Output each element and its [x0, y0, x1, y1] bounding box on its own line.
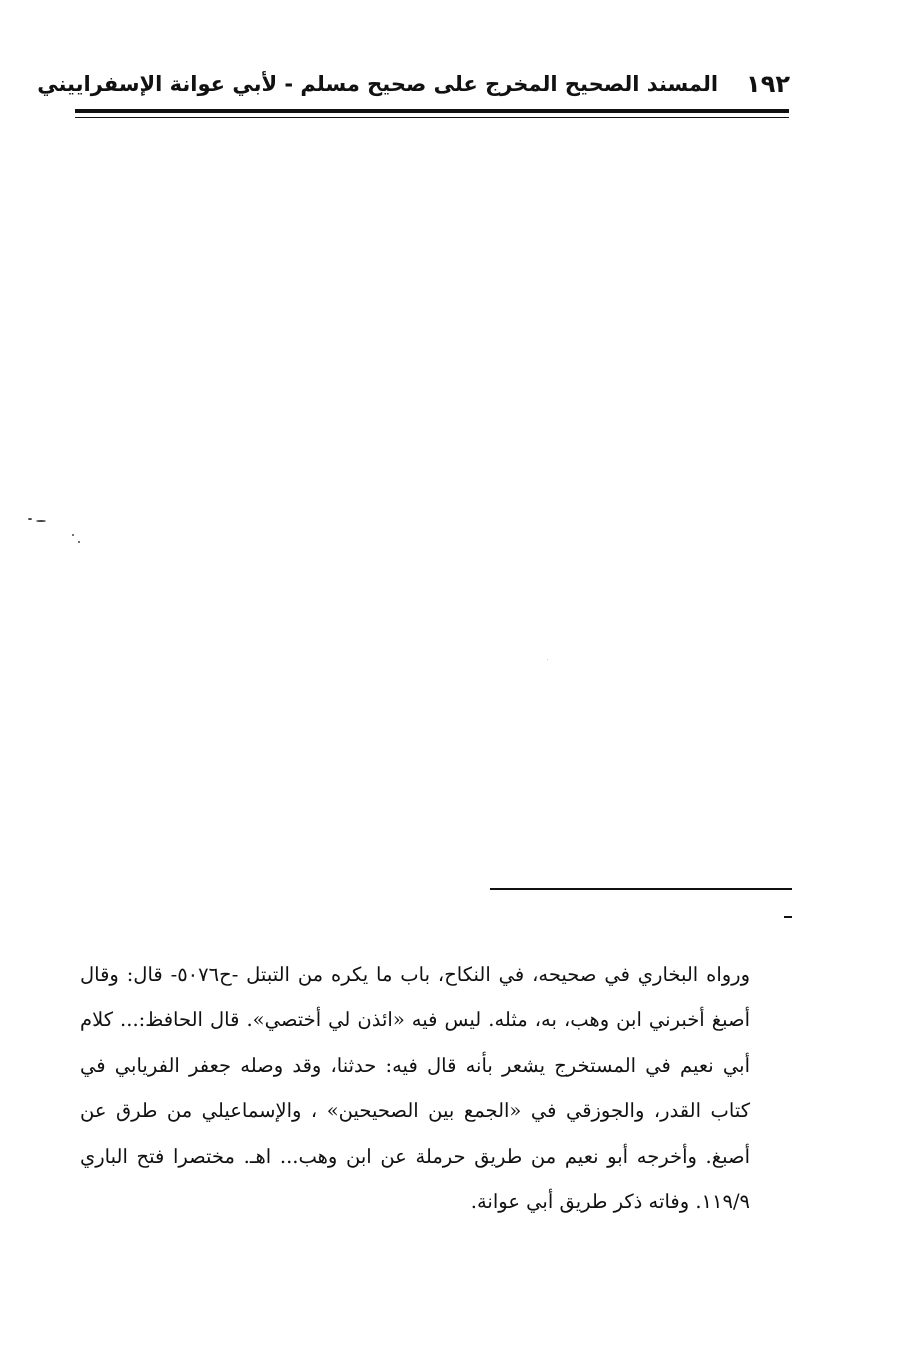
- footnote-text: ورواه البخاري في صحيحه، في النكاح، باب ما يكره من التبتل -ح٥٠٧٦- قال: وقال أصبغ أخبرني ابن وهب، به، مثله. ليس فيه «ائذن لي أختصي». قال الحافظ:... كلام أبي نعيم في المستخرج يشعر بأنه قال فيه: حدثنا، وقد وصله جعفر الفريابي في كتاب القدر، والجوزقي في «الجمع بين الصحيحين» ، والإسماعيلي من طرق عن أصبغ. وأخرجه أبو نعيم من طريق حرملة عن ابن وهب... اهـ. مختصرا فتح الباري ١١٩/٩. وفاته ذكر طريق أبي عوانة.: [80, 962, 750, 1213]
- scan-speck: [72, 534, 74, 536]
- scan-speck: [547, 659, 548, 660]
- page-number: ١٩٢: [746, 70, 790, 98]
- running-title: المسند الصحيح المخرج على صحيح مسلم - لأبي عوانة الإسفراييني: [37, 72, 719, 96]
- scan-speck: [28, 518, 32, 520]
- footnote-marker: [784, 916, 792, 918]
- page-header: [37, 64, 790, 104]
- header-rule-thick: [75, 109, 789, 113]
- footnote-separator: [490, 888, 792, 890]
- scan-speck: [36, 520, 46, 522]
- header-rule-thin: [75, 117, 789, 118]
- scan-speck: [78, 541, 80, 543]
